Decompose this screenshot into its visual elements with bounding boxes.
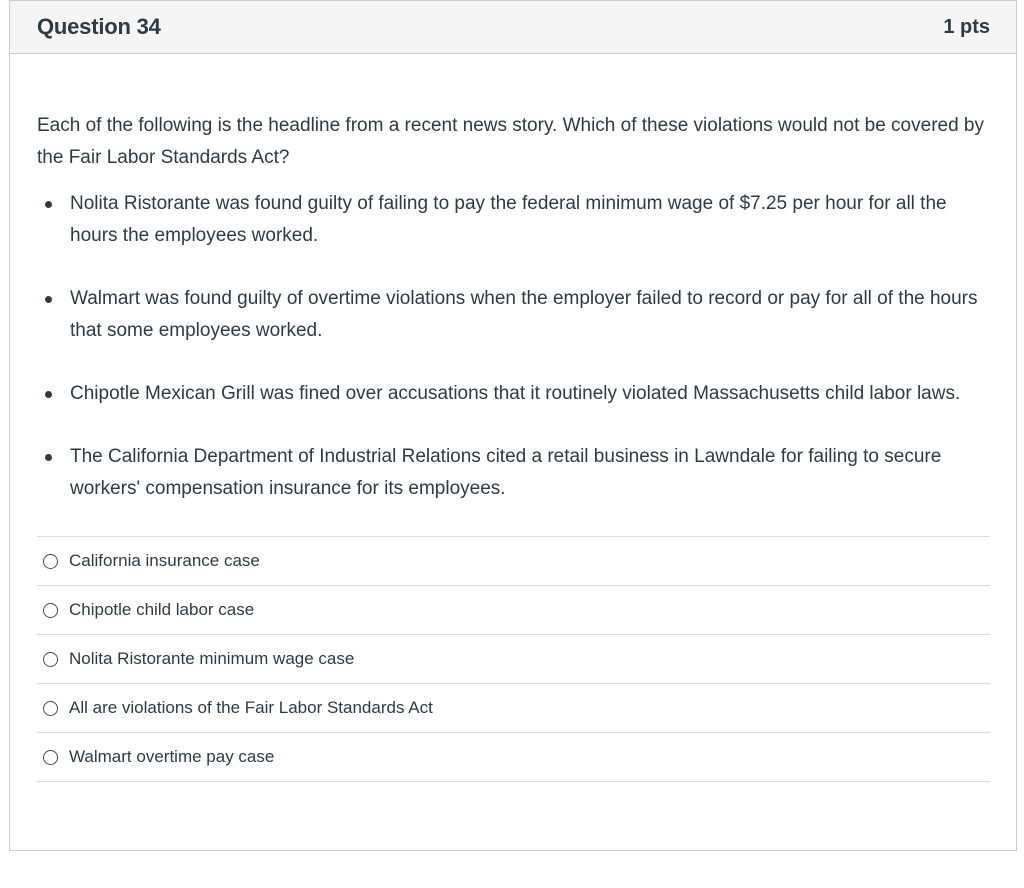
- answer-label[interactable]: Walmart overtime pay case: [69, 747, 275, 766]
- radio-button-icon[interactable]: [43, 701, 58, 716]
- bullet-icon: [45, 454, 52, 461]
- answer-label[interactable]: Chipotle child labor case: [69, 600, 255, 619]
- question-header: [10, 1, 1016, 54]
- question-text: Each of the following is the headline from a recent news story. Which of these violations would not be covered by the Fair Labor Standards Act?: [37, 115, 984, 168]
- headline-item: [37, 283, 990, 347]
- question-body: [10, 54, 1016, 782]
- answer-option-chipotle[interactable]: [37, 586, 990, 635]
- answer-option-nolita[interactable]: [37, 635, 990, 684]
- headline-list: [37, 188, 990, 505]
- answer-label[interactable]: All are violations of the Fair Labor Standards Act: [69, 698, 433, 717]
- headline-item: [37, 441, 990, 505]
- answer-list: [37, 536, 990, 782]
- headline-text: The California Department of Industrial Relations cited a retail business in Lawndale for failing to secure workers' compensation insurance for its employees.: [70, 446, 942, 499]
- headline-item: [37, 188, 990, 252]
- headline-item: [37, 378, 990, 410]
- radio-button-icon[interactable]: [43, 750, 58, 765]
- answer-label[interactable]: California insurance case: [69, 551, 260, 570]
- answer-option-walmart[interactable]: [37, 733, 990, 782]
- bullet-icon: [45, 201, 52, 208]
- answer-option-all[interactable]: [37, 684, 990, 733]
- answer-option-california[interactable]: [37, 537, 990, 586]
- headline-text: Walmart was found guilty of overtime violations when the employer failed to record or pay for all of the hours that some employees worked.: [70, 288, 978, 341]
- radio-button-icon[interactable]: [43, 554, 58, 569]
- answer-label[interactable]: Nolita Ristorante minimum wage case: [69, 649, 355, 668]
- bullet-icon: [45, 391, 52, 398]
- headline-text: Nolita Ristorante was found guilty of failing to pay the federal minimum wage of $7.25 per hour for all the hours the employees worked.: [70, 193, 947, 246]
- headline-text: Chipotle Mexican Grill was fined over accusations that it routinely violated Massachusetts child labor laws.: [70, 383, 961, 404]
- question-card: [9, 0, 1017, 851]
- question-title: Question 34: [37, 14, 161, 39]
- radio-button-icon[interactable]: [43, 652, 58, 667]
- bullet-icon: [45, 296, 52, 303]
- question-points: 1 pts: [943, 15, 990, 38]
- radio-button-icon[interactable]: [43, 603, 58, 618]
